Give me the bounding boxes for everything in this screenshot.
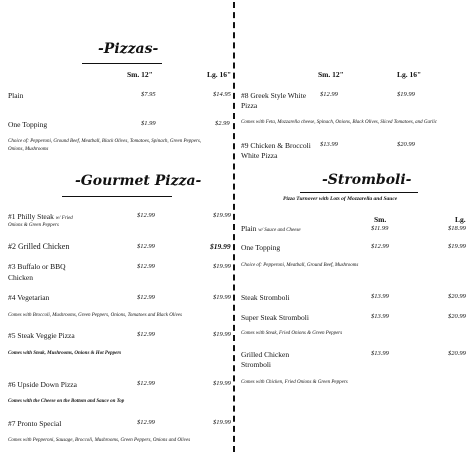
price-lg: $19.99 — [213, 419, 231, 426]
price-sm: $12.99 — [137, 331, 155, 338]
price-sm: $13.99 — [320, 141, 338, 148]
price-sm: $12.99 — [137, 263, 155, 270]
menu-item-upside-down: #6 Upside Down Pizza — [8, 380, 77, 389]
price-sm: $12.99 — [371, 243, 389, 250]
price-lg: $19.99 — [397, 91, 415, 98]
size-sm-header: Sm. 12" — [127, 70, 153, 79]
price-lg: $19.99 — [213, 331, 231, 338]
menu-item-greek-style: #8 Greek Style White — [241, 91, 307, 100]
item-note: w/ Sauce and Cheese — [258, 228, 301, 233]
price-lg: $19.99 — [213, 212, 231, 219]
price-sm: $1.99 — [141, 120, 156, 127]
price-lg: $14.95 — [213, 91, 231, 98]
price-sm: $12.99 — [137, 419, 155, 426]
stromboli-title-underline — [300, 192, 418, 193]
menu-item-one-topping: One Topping — [8, 120, 48, 129]
menu-item-grilled-chicken-stromboli-cont: Stromboli — [241, 360, 272, 369]
menu-item-buffalo-bbq-cont: Chicken — [8, 273, 33, 282]
menu-item-chicken-broccoli: #9 Chicken & Broccoli — [241, 141, 311, 150]
price-sm: $13.99 — [371, 313, 389, 320]
menu-item-philly-steak — [8, 212, 73, 221]
menu-item-pronto-special: #7 Pronto Special — [8, 419, 62, 428]
menu-item-grilled-chicken-stromboli: Grilled Chicken — [241, 350, 290, 359]
price-lg: $20.99 — [397, 141, 415, 148]
topping-choice: Choice of: Pepperoni, Ground Beef, Meatball, Black Olives, Tomatoes, Spinach, Green Peppers, — [8, 139, 202, 144]
stromboli-title: -Stromboli- — [322, 172, 412, 188]
price-sm: $12.99 — [137, 380, 155, 387]
menu-item-plain: Plain — [8, 91, 24, 100]
item-note: w/ Fried — [55, 216, 73, 221]
price-sm: $12.99 — [137, 243, 155, 250]
item-description: Comes with the Cheese on the Bottom and Sauce on Top — [8, 399, 125, 404]
menu-item-stromboli-plain — [241, 224, 301, 233]
price-sm: $11.99 — [371, 225, 389, 232]
price-sm: $7.95 — [141, 91, 156, 98]
menu-item-vegetarian: #4 Vegetarian — [8, 293, 50, 302]
menu-item-buffalo-bbq: #3 Buffalo or BBQ — [8, 262, 66, 271]
item-description: Comes with Pepperoni, Sausage, Broccoli, Mushrooms, Green Peppers, Onions and Olives — [8, 438, 191, 443]
price-sm: $12.99 — [320, 91, 338, 98]
stromboli-subtitle: Pizza Turnover with Lots of Mozzarella and Sauce — [283, 196, 398, 202]
price-lg: $19.99 — [213, 263, 231, 270]
menu-item-stromboli-one-topping: One Topping — [241, 243, 281, 252]
price-lg: $20.99 — [448, 350, 466, 357]
price-lg: $19.99 — [213, 380, 231, 387]
item-note-cont: Onions & Green Peppers — [8, 223, 59, 228]
price-lg: $20.99 — [448, 313, 466, 320]
gourmet-title-underline — [62, 196, 172, 197]
price-lg: $20.99 — [448, 293, 466, 300]
price-sm: $12.99 — [137, 212, 155, 219]
item-description: Comes with Steak, Mushrooms, Onions & Hot Peppers — [8, 351, 122, 356]
size-sm-header: Sm. 12" — [318, 70, 344, 79]
price-lg: $18.99 — [448, 225, 466, 232]
price-sm: $13.99 — [371, 293, 389, 300]
item-name: #1 Philly Steak — [8, 212, 54, 221]
price-lg: $19.99 — [210, 242, 231, 251]
topping-choice: Choice of: Pepperoni, Meatball, Ground Beef, Mushrooms — [241, 263, 359, 268]
item-description: Comes with Steak, Fried Onions & Green Peppers — [241, 331, 343, 336]
menu-item-grilled-chicken: #2 Grilled Chicken — [8, 242, 70, 251]
topping-choice-cont: Onions, Mushrooms — [8, 147, 49, 152]
size-lg-header: Lg. 16" — [397, 70, 422, 79]
size-lg-header: Lg. 16" — [207, 70, 232, 79]
size-sm-header: Sm. — [374, 215, 387, 224]
item-description: Comes with Chicken, Fried Onions & Green Peppers — [241, 380, 348, 385]
menu-item-chicken-broccoli-cont: White Pizza — [241, 151, 278, 160]
pizzas-title: -Pizzas- — [98, 41, 159, 57]
item-description: Comes with Feta, Mozzarella cheese, Spinach, Onions, Black Olives, Sliced Tomatoes, and Garlic — [241, 120, 437, 125]
menu-item-steak-veggie: #5 Steak Veggie Pizza — [8, 331, 75, 340]
menu-item-steak-stromboli: Steak Stromboli — [241, 293, 290, 302]
gourmet-title: -Gourmet Pizza- — [75, 173, 202, 189]
price-lg: $19.99 — [213, 294, 231, 301]
pizzas-title-underline — [82, 63, 162, 64]
price-sm: $12.99 — [137, 294, 155, 301]
menu-item-super-steak-stromboli: Super Steak Stromboli — [241, 313, 309, 322]
column-divider — [233, 2, 235, 452]
menu-item-greek-style-cont: Pizza — [241, 101, 258, 110]
item-name: Plain — [241, 224, 257, 233]
price-sm: $13.99 — [371, 350, 389, 357]
price-lg: $19.99 — [448, 243, 466, 250]
size-lg-header: Lg. — [455, 215, 466, 224]
price-lg: $2.99 — [215, 120, 230, 127]
item-description: Comes with Broccoli, Mushrooms, Green Peppers, Onions, Tomatoes and Black Olives — [8, 313, 182, 318]
